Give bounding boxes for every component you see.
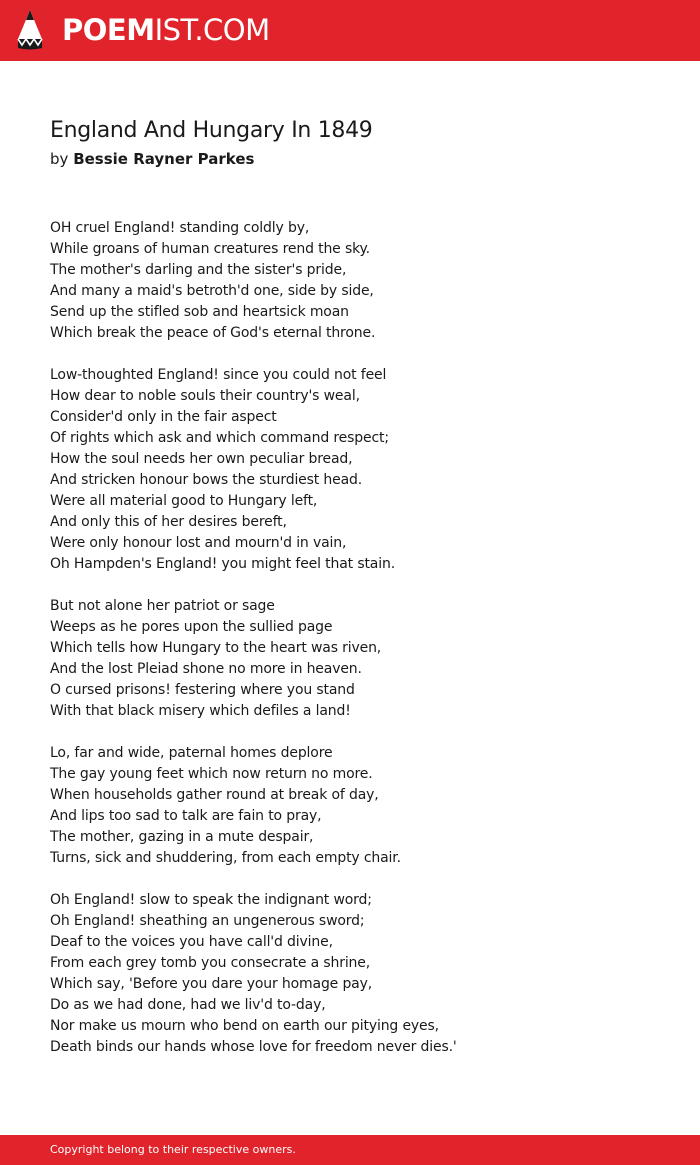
poem-line: Turns, sick and shuddering, from each empty chair. [50,850,401,866]
poem-line: And the lost Pleiad shone no more in heaven. [50,661,362,677]
poem-line: Nor make us mourn who bend on earth our pitying eyes, [50,1018,439,1034]
poem-line: Were all material good to Hungary left, [50,493,318,509]
poem-stanza [50,596,670,722]
poem-line: Send up the stifled sob and heartsick moan [50,304,349,320]
poem-line: OH cruel England! standing coldly by, [50,220,310,236]
poem-line: And only this of her desires bereft, [50,514,287,530]
poem-line: Were only honour lost and mourn'd in vain, [50,535,347,551]
poem-line: Lo, far and wide, paternal homes deplore [50,745,333,761]
poem-line: The mother, gazing in a mute despair, [50,829,314,845]
poem-line: Which break the peace of God's eternal throne. [50,325,376,341]
poem-line: The mother's darling and the sister's pride, [50,262,347,278]
poem-line: And stricken honour bows the sturdiest head. [50,472,363,488]
byline [50,148,254,170]
poem-line: O cursed prisons! festering where you stand [50,682,355,698]
logo-light-text: IST.COM [154,13,270,47]
poem-stanza [50,365,670,575]
poem-line: Which say, 'Before you dare your homage pay, [50,976,373,992]
poem-line: Oh England! sheathing an ungenerous sword; [50,913,365,929]
poem-line: Oh Hampden's England! you might feel that stain. [50,556,395,572]
poem-line: The gay young feet which now return no more. [50,766,373,782]
poem-line: Which tells how Hungary to the heart was riven, [50,640,382,656]
poem-line: From each grey tomb you consecrate a shrine, [50,955,371,971]
by-label: by [50,150,69,168]
poem-line: And lips too sad to talk are fain to pray, [50,808,322,824]
poem-line: Consider'd only in the fair aspect [50,409,277,425]
poem-line: Low-thoughted England! since you could not feel [50,367,387,383]
poem-line: With that black misery which defiles a land! [50,703,351,719]
poem-line: Weeps as he pores upon the sullied page [50,619,333,635]
poem-line: How the soul needs her own peculiar bread, [50,451,353,467]
poem-stanza [50,890,670,1058]
poem-line: How dear to noble souls their country's weal, [50,388,360,404]
poem-line: Deaf to the voices you have call'd divine, [50,934,333,950]
pencil-tip-icon [17,9,43,51]
poem-line: Of rights which ask and which command respect; [50,430,389,446]
poem-body [50,218,670,1079]
poem-author: Bessie Rayner Parkes [73,150,255,168]
poem-line: Death binds our hands whose love for freedom never dies.' [50,1039,457,1055]
poem-stanza [50,218,670,344]
poem-line: When households gather round at break of day, [50,787,379,803]
copyright-notice: Copyright belong to their respective owners. [50,1143,296,1156]
poem-line: Do as we had done, had we liv'd to-day, [50,997,326,1013]
poem-line: But not alone her patriot or sage [50,598,275,614]
site-logo[interactable] [62,11,270,49]
poem-line: While groans of human creatures rend the sky. [50,241,370,257]
site-header [0,0,700,61]
poem-line: Oh England! slow to speak the indignant word; [50,892,372,908]
poem-title: England And Hungary In 1849 [50,118,373,143]
poem-line: And many a maid's betroth'd one, side by side, [50,283,374,299]
logo-bold-text: POEM [62,13,155,47]
site-footer [0,1135,700,1165]
poem-stanza [50,743,670,869]
